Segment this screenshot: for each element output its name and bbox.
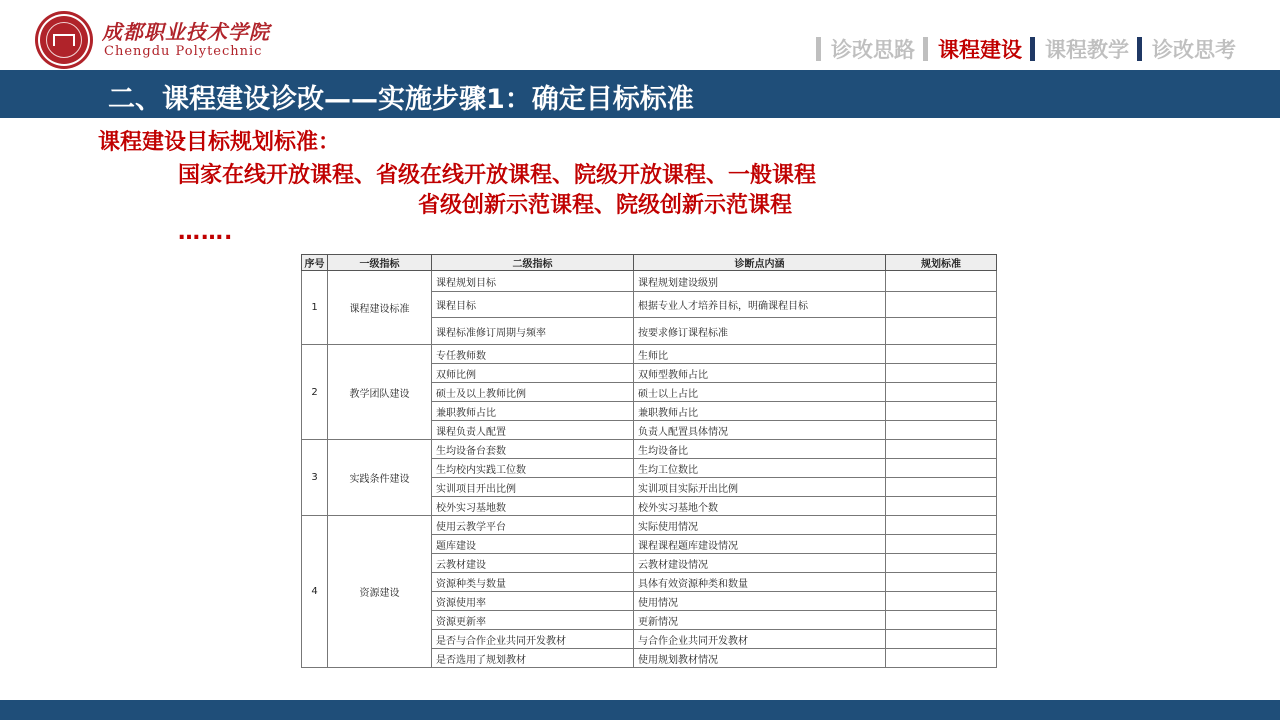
diagnosis-point-cell: 双师型教师占比 xyxy=(634,364,886,383)
level1-indicator-cell: 教学团队建设 xyxy=(328,345,432,440)
diagnosis-point-cell: 生均设备比 xyxy=(634,440,886,459)
planning-standard-cell xyxy=(886,478,997,497)
planning-standard-cell xyxy=(886,516,997,535)
planning-standard-cell xyxy=(886,271,997,292)
row-number-cell: 1 xyxy=(302,271,328,345)
level2-indicator-cell: 资源更新率 xyxy=(432,611,634,630)
level2-indicator-cell: 生均设备台套数 xyxy=(432,440,634,459)
level2-indicator-cell: 实训项目开出比例 xyxy=(432,478,634,497)
planning-standard-cell xyxy=(886,611,997,630)
section-subtitle: 课程建设目标规划标准： xyxy=(98,130,341,155)
level2-indicator-cell: 生均校内实践工位数 xyxy=(432,459,634,478)
row-number-cell: 2 xyxy=(302,345,328,440)
diagnosis-point-cell: 实际使用情况 xyxy=(634,516,886,535)
nav-item-label: 课程教学 xyxy=(1045,38,1129,62)
nav-separator xyxy=(816,37,821,61)
column-header: 诊断点内涵 xyxy=(634,255,886,271)
planning-standard-cell xyxy=(886,649,997,668)
level2-indicator-cell: 使用云教学平台 xyxy=(432,516,634,535)
level2-indicator-cell: 硕士及以上教师比例 xyxy=(432,383,634,402)
planning-standard-cell xyxy=(886,383,997,402)
planning-standard-cell xyxy=(886,535,997,554)
planning-standard-cell xyxy=(886,440,997,459)
level2-indicator-cell: 是否选用了规划教材 xyxy=(432,649,634,668)
level2-indicator-cell: 课程目标 xyxy=(432,292,634,318)
planning-standard-cell xyxy=(886,554,997,573)
diagnosis-point-cell: 云教材建设情况 xyxy=(634,554,886,573)
nav-separator xyxy=(1137,37,1142,61)
level2-indicator-cell: 专任教师数 xyxy=(432,345,634,364)
level2-indicator-cell: 校外实习基地数 xyxy=(432,497,634,516)
nav-item-label: 诊改思考 xyxy=(1152,38,1236,62)
planning-standard-cell xyxy=(886,292,997,318)
column-header: 一级指标 xyxy=(328,255,432,271)
planning-standard-cell xyxy=(886,592,997,611)
level2-indicator-cell: 兼职教师占比 xyxy=(432,402,634,421)
school-logo-icon xyxy=(38,14,90,66)
planning-standard-cell xyxy=(886,364,997,383)
diagnosis-point-cell: 具体有效资源种类和数量 xyxy=(634,573,886,592)
planning-standard-cell xyxy=(886,497,997,516)
table-row xyxy=(302,440,997,459)
planning-standard-cell xyxy=(886,459,997,478)
diagnosis-point-cell: 兼职教师占比 xyxy=(634,402,886,421)
diagnosis-point-cell: 使用规划教材情况 xyxy=(634,649,886,668)
column-header: 序号 xyxy=(302,255,328,271)
indicator-table xyxy=(301,254,997,668)
standard-line-1: 国家在线开放课程、省级在线开放课程、院级开放课程、一般课程 xyxy=(178,163,817,188)
diagnosis-point-cell: 课程课程题库建设情况 xyxy=(634,535,886,554)
table-body xyxy=(302,271,997,668)
planning-standard-cell xyxy=(886,630,997,649)
level1-indicator-cell: 实践条件建设 xyxy=(328,440,432,516)
planning-standard-cell xyxy=(886,573,997,592)
diagnosis-point-cell: 使用情况 xyxy=(634,592,886,611)
row-number-cell: 4 xyxy=(302,516,328,668)
level1-indicator-cell: 课程建设标准 xyxy=(328,271,432,345)
planning-standard-cell xyxy=(886,402,997,421)
nav-item-course-building[interactable] xyxy=(923,34,1022,64)
nav-separator xyxy=(1030,37,1035,61)
diagnosis-point-cell: 根据专业人才培养目标，明确课程目标 xyxy=(634,292,886,318)
nav-item-label: 课程建设 xyxy=(938,38,1022,62)
column-header: 规划标准 xyxy=(886,255,997,271)
diagnosis-point-cell: 硕士以上占比 xyxy=(634,383,886,402)
diagnosis-point-cell: 按要求修订课程标准 xyxy=(634,318,886,345)
level2-indicator-cell: 课程标准修订周期与频率 xyxy=(432,318,634,345)
school-name-cn: 成都职业技术学院 xyxy=(102,20,270,44)
logo-gate-icon xyxy=(53,34,75,46)
footer-band xyxy=(0,700,1280,720)
level2-indicator-cell: 云教材建设 xyxy=(432,554,634,573)
level2-indicator-cell: 课程负责人配置 xyxy=(432,421,634,440)
level2-indicator-cell: 双师比例 xyxy=(432,364,634,383)
level2-indicator-cell: 资源使用率 xyxy=(432,592,634,611)
school-name-en: Chengdu Polytechnic xyxy=(104,44,263,59)
diagnosis-point-cell: 与合作企业共同开发教材 xyxy=(634,630,886,649)
row-number-cell: 3 xyxy=(302,440,328,516)
level1-indicator-cell: 资源建设 xyxy=(328,516,432,668)
column-header: 二级指标 xyxy=(432,255,634,271)
ellipsis-text: ……. xyxy=(178,220,234,245)
diagnosis-point-cell: 负责人配置具体情况 xyxy=(634,421,886,440)
table-row xyxy=(302,271,997,292)
nav-item-diagnosis-approach[interactable] xyxy=(816,34,915,64)
nav-item-course-teaching[interactable] xyxy=(1030,34,1129,64)
level2-indicator-cell: 是否与合作企业共同开发教材 xyxy=(432,630,634,649)
level2-indicator-cell: 课程规划目标 xyxy=(432,271,634,292)
nav-separator xyxy=(923,37,928,61)
diagnosis-point-cell: 生师比 xyxy=(634,345,886,364)
standard-line-2: 省级创新示范课程、院级创新示范课程 xyxy=(418,193,793,218)
planning-standard-cell xyxy=(886,421,997,440)
diagnosis-point-cell: 实训项目实际开出比例 xyxy=(634,478,886,497)
page-title: 二、课程建设诊改——实施步骤1：确定目标标准 xyxy=(108,84,694,115)
diagnosis-point-cell: 课程规划建设级别 xyxy=(634,271,886,292)
level2-indicator-cell: 题库建设 xyxy=(432,535,634,554)
table-row xyxy=(302,345,997,364)
diagnosis-point-cell: 更新情况 xyxy=(634,611,886,630)
section-nav xyxy=(808,34,1236,64)
table-row xyxy=(302,516,997,535)
diagnosis-point-cell: 校外实习基地个数 xyxy=(634,497,886,516)
table-header-row xyxy=(302,255,997,271)
planning-standard-cell xyxy=(886,345,997,364)
planning-standard-cell xyxy=(886,318,997,345)
nav-item-label: 诊改思路 xyxy=(831,38,915,62)
diagnosis-point-cell: 生均工位数比 xyxy=(634,459,886,478)
level2-indicator-cell: 资源种类与数量 xyxy=(432,573,634,592)
nav-item-diagnosis-reflection[interactable] xyxy=(1137,34,1236,64)
